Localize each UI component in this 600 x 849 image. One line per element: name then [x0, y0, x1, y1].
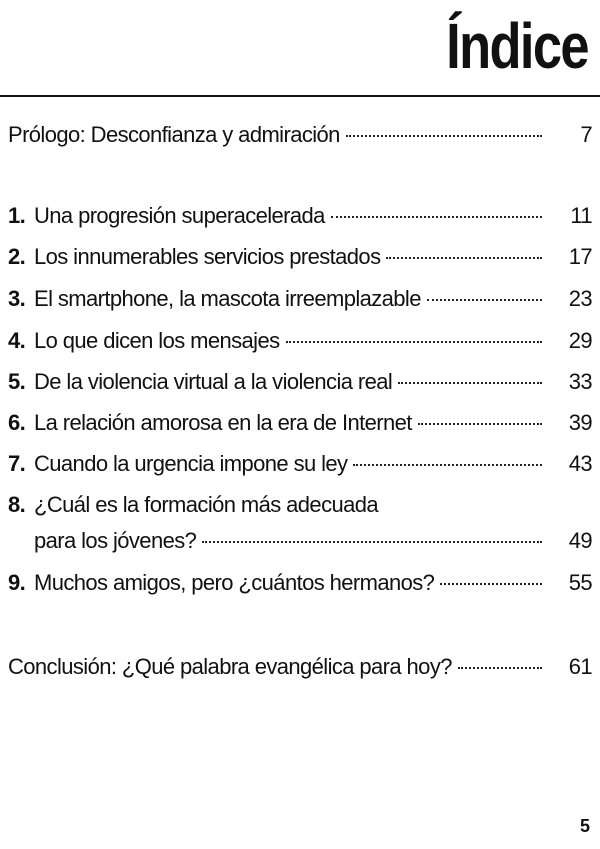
dot-leader — [386, 257, 542, 259]
dot-leader — [398, 382, 542, 384]
dot-leader — [346, 135, 542, 137]
chapter-number: 1. — [8, 203, 26, 228]
chapter-number: 7. — [8, 451, 26, 476]
toc-entry-chapter-2 — [8, 242, 592, 272]
toc-entry-title: Los innumerables servicios prestados — [34, 244, 381, 269]
toc-entry-title-continued: para los jóvenes? — [34, 528, 197, 553]
toc-entry-conclusion — [8, 652, 592, 682]
toc-entry-chapter-5 — [8, 367, 592, 397]
toc-page-number: 7 — [580, 122, 592, 147]
toc-entry-title: Lo que dicen los mensajes — [34, 328, 280, 353]
toc-entry-chapter-8 — [8, 490, 592, 520]
toc-page-number: 43 — [568, 451, 592, 476]
dot-leader — [331, 216, 542, 218]
chapter-number: 4. — [8, 328, 26, 353]
toc-entry-title: Prólogo: Desconfianza y admiración — [8, 122, 340, 147]
toc-entry-chapter-4 — [8, 326, 592, 356]
chapter-number: 3. — [8, 286, 26, 311]
toc-page-number: 33 — [568, 369, 592, 394]
toc-entry-title: Conclusión: ¿Qué palabra evangélica para hoy? — [8, 654, 452, 679]
toc-page-number: 29 — [568, 328, 592, 353]
toc-entry-chapter-3 — [8, 284, 592, 314]
toc-entry-chapter-7 — [8, 449, 592, 479]
toc-page-number: 11 — [570, 203, 592, 228]
toc-entry-title: Muchos amigos, pero ¿cuántos hermanos? — [34, 570, 435, 595]
dot-leader — [418, 423, 542, 425]
toc-entry-chapter-6 — [8, 408, 592, 438]
chapter-number: 8. — [8, 492, 26, 517]
dot-leader — [353, 464, 542, 466]
toc-page-number: 17 — [568, 244, 592, 269]
page-folio: 5 — [579, 816, 590, 836]
toc-page-number: 23 — [568, 286, 592, 311]
chapter-number: 6. — [8, 410, 26, 435]
chapter-number: 5. — [8, 369, 26, 394]
page-title: Índice — [446, 10, 588, 82]
toc-entry-prologue — [8, 120, 592, 150]
toc-entry-title: Una progresión superacelerada — [34, 203, 325, 228]
dot-leader — [202, 541, 542, 543]
chapter-number: 2. — [8, 244, 26, 269]
chapter-number: 9. — [8, 570, 26, 595]
toc-page-number: 61 — [568, 654, 592, 679]
toc-page-number: 49 — [568, 528, 592, 553]
dot-leader — [458, 667, 542, 669]
dot-leader — [427, 299, 542, 301]
dot-leader — [286, 341, 543, 343]
toc-entry-chapter-8-continued — [8, 526, 592, 556]
toc-page-number: 55 — [568, 570, 592, 595]
toc-entry-chapter-1 — [8, 201, 592, 231]
toc-entry-title: El smartphone, la mascota irreemplazable — [34, 286, 421, 311]
dot-leader — [440, 583, 542, 585]
toc-page-number: 39 — [568, 410, 592, 435]
toc-entry-chapter-9 — [8, 568, 592, 598]
toc-entry-title: ¿Cuál es la formación más adecuada — [34, 492, 379, 517]
toc-entry-title: La relación amorosa en la era de Internet — [34, 410, 412, 435]
toc-entry-title: De la violencia virtual a la violencia real — [34, 369, 393, 394]
toc-entry-title: Cuando la urgencia impone su ley — [34, 451, 348, 476]
title-divider — [0, 95, 600, 97]
